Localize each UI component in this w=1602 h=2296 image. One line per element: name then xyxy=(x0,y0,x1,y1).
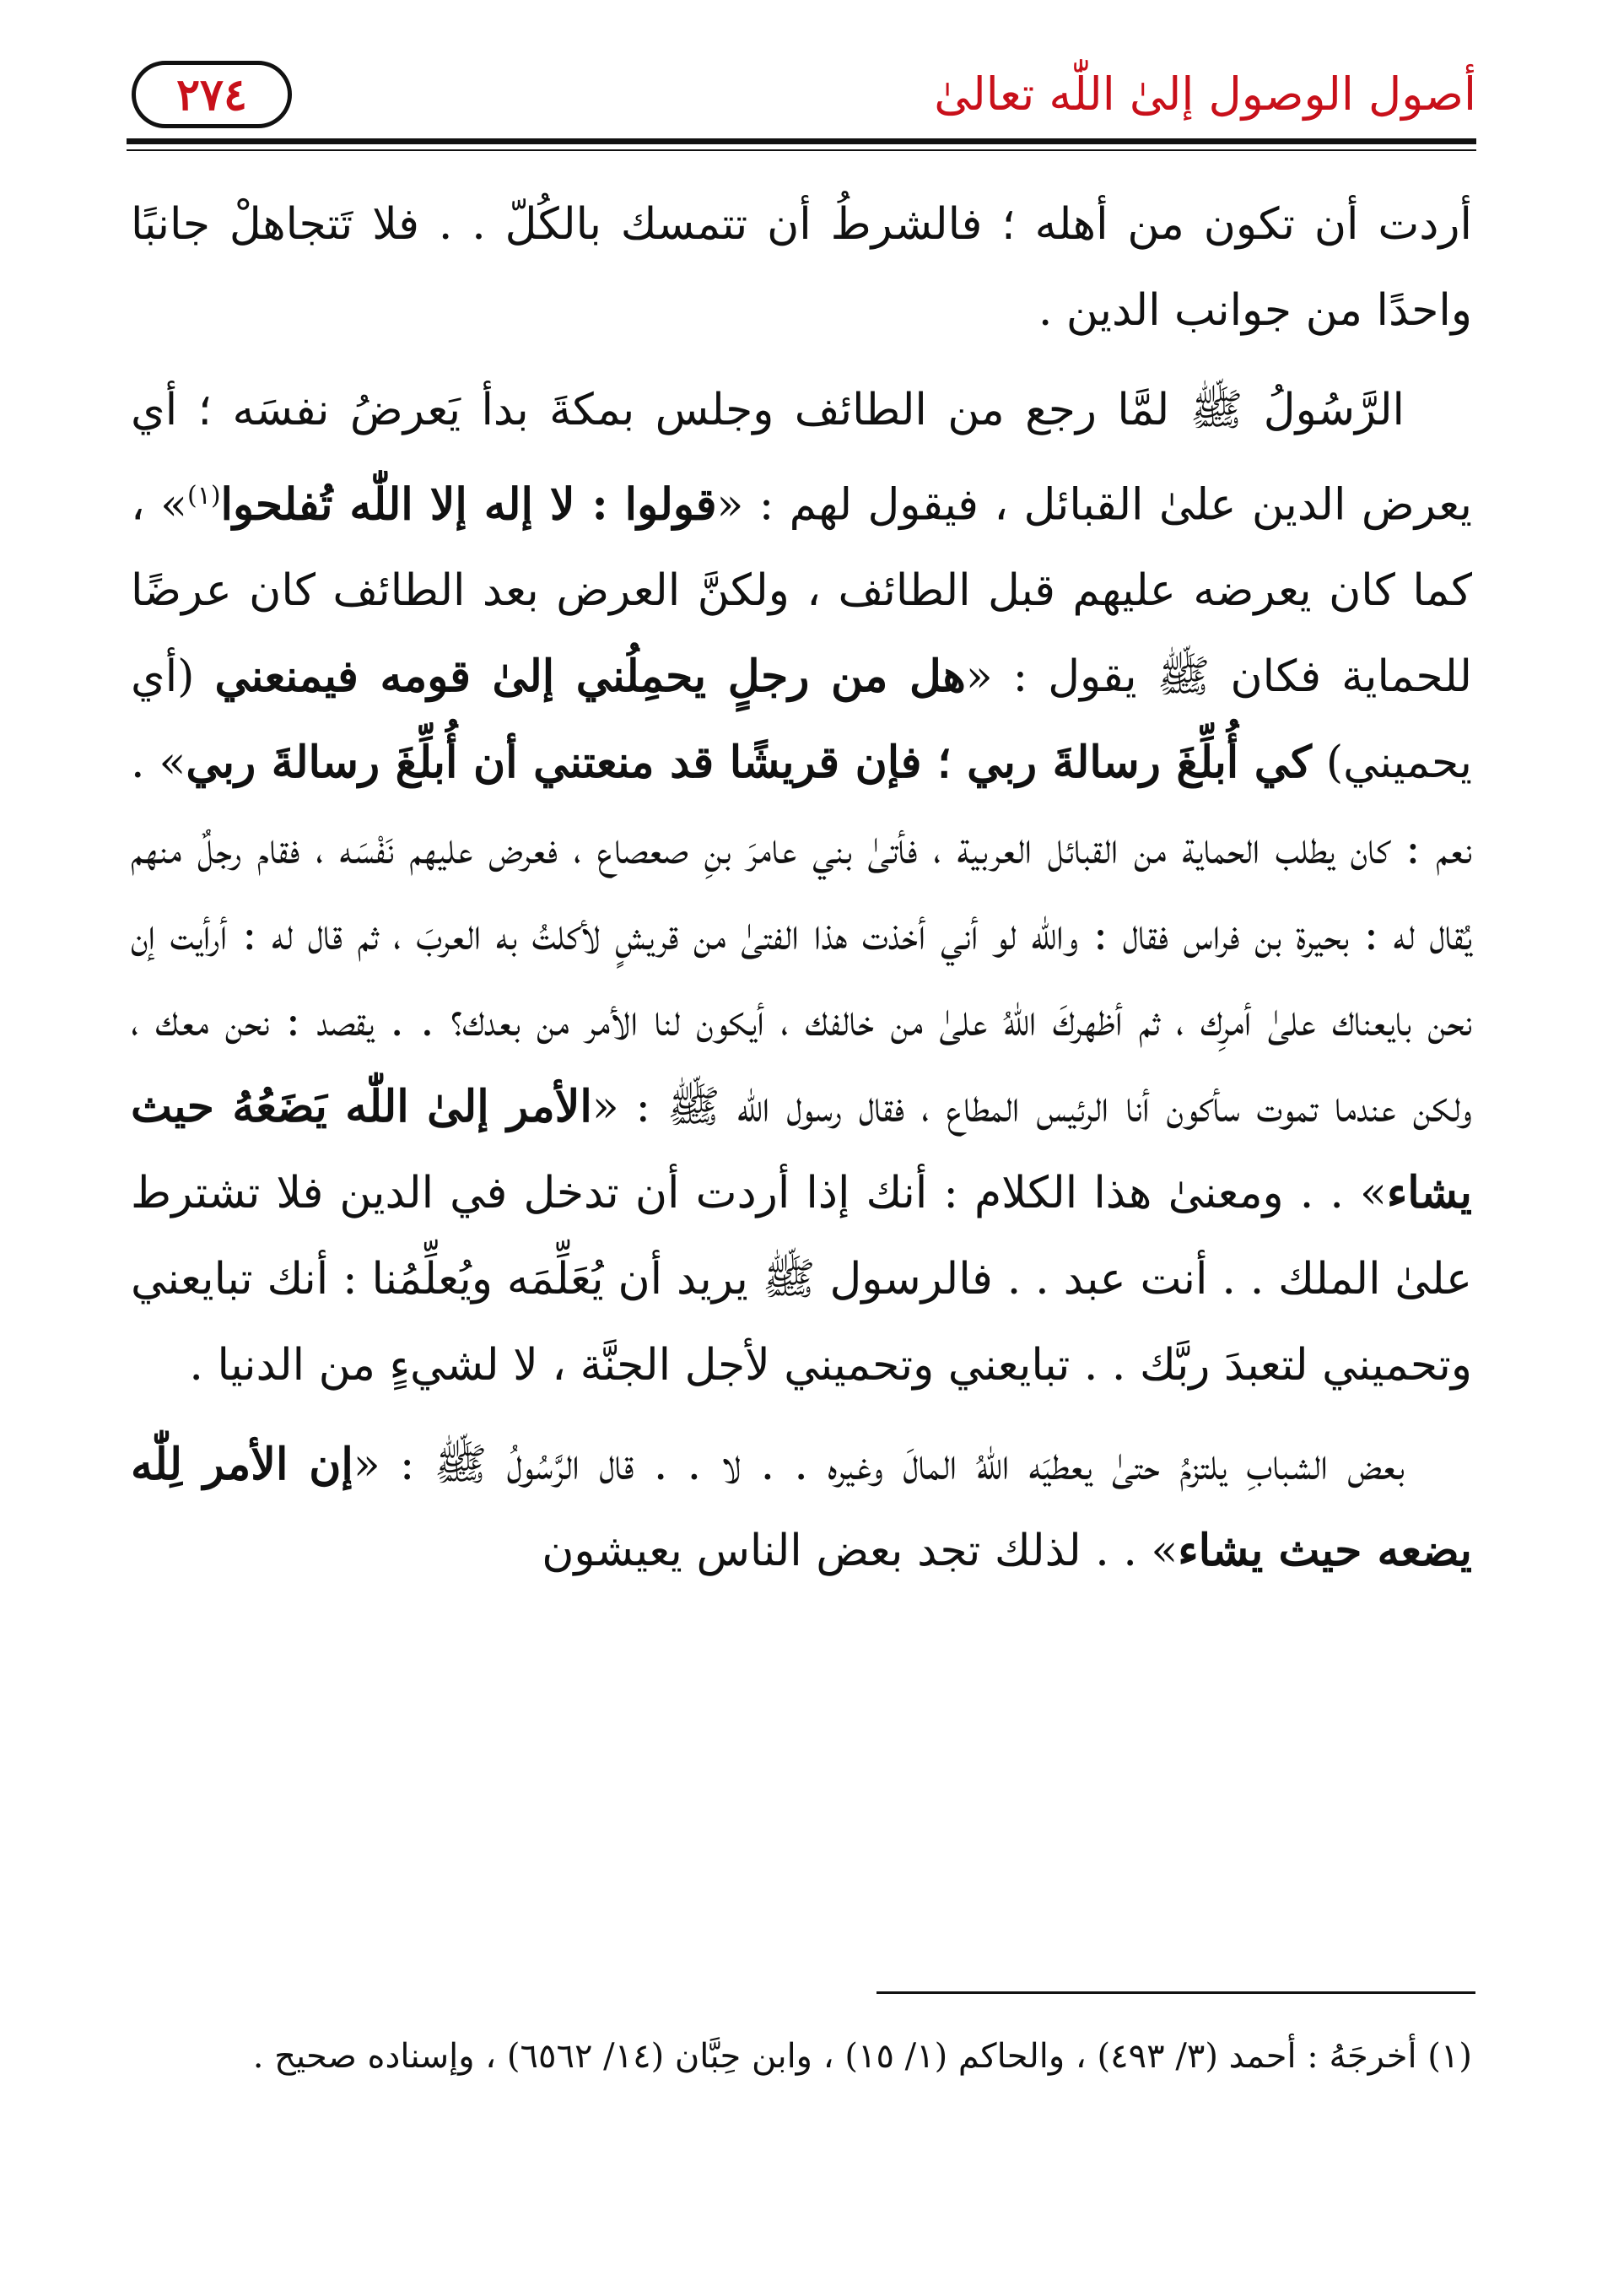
paragraph-1: أردت أن تكون من أهله ؛ فالشرطُ أن تتمسك بالكُلّ . . فلا تَتجاهلْ جانبًا واحدًا من جوانب الدين . xyxy=(131,199,1472,336)
paragraph-2-text-e: (أي يحميني) xyxy=(131,651,1472,789)
footnote-1: (١) أخرجَهُ : أحمد (٣/ ٤٩٣) ، والحاكم (١/ ١٥) ، وابن حِبَّان (١٤/ ٦٥٦٢) ، وإسناده صحيح . xyxy=(252,2037,1472,2076)
paragraph-2-text-a: الرَّسُولُ ﷺ لمَّا رجع من الطائف وجلس بمكةَ بدأ يَعرضُ نفسَه ؛ أي يعرض الدين علىٰ القبائل ، فيقول لهم : « xyxy=(131,385,1472,531)
hadith-quote-3: الأمر إلىٰ اللّٰه يَضَعُهُ حيث يشاء xyxy=(131,1081,1472,1219)
footnotes xyxy=(131,2021,1472,2092)
paragraph-3 xyxy=(131,1422,1472,1594)
hadith-quote-2a: هل من رجلٍ يحمِلُني إلىٰ قومه فيمنعني xyxy=(214,651,966,703)
main-text xyxy=(131,181,1472,1607)
paragraph-2-text-c: » ، كما كان يعرضه عليهم قبل الطائف ، ولكنَّ العرض بعد الطائف كان عرضًا للحماية فكان ﷺ يقول : « xyxy=(131,479,1472,703)
paragraph-3-text-a: بعض الشبابِ يلتزمُ حتىٰ يعطيَه اللّٰهُ المالَ وغيره . . لا . . قال الرَّسُولُ ﷺ : « xyxy=(353,1440,1405,1491)
page-header xyxy=(127,61,1476,138)
paragraph-2 xyxy=(131,367,1472,1408)
footnote-ref-1[interactable]: (١) xyxy=(186,481,221,511)
hadith-quote-1: قولوا : لا إله إلا اللّٰه تُفلحوا xyxy=(220,478,717,531)
header-rule-thick xyxy=(127,138,1476,144)
hadith-quote-4: إن الأمر لِلّٰه يضعه حيث يشاء xyxy=(131,1439,1472,1577)
hadith-quote-2b: كي أُبلِّغَ رسالةَ ربي ؛ فإن قريشًا قد منعتني أن أُبلِّغَ رسالةَ ربي xyxy=(186,737,1312,789)
header-rule-thin xyxy=(127,149,1476,151)
paragraph-2-text-g: » . نعم : كان يطلب الحماية من القبائل العربية ، فأتىٰ بني عامرَ بنِ صعصاع ، فعرض عليهم نَفْسَه ، فقام رجلٌ منهم يُقال له : بحيرة بن فراس فقال : واللّٰه لو أني أخذت هذا الفتىٰ من قريشٍ لأكلتُ به العربَ ، ثم قال له : أرأيت إن نحن بايعناك علىٰ أمرِك ، ثم أظهركَ اللّٰهُ علىٰ من خالفك ، أيكون لنا الأمر من بعدك؟ . . يقصد : نحن معك ، ولكن عندما تموت سأكون أنا الرئيس المطاع ، فقال رسول اللّٰه ﷺ : « xyxy=(131,737,1473,1133)
paragraph-3-text-c: » . . لذلك تجد بعض الناس يعيشون xyxy=(542,1526,1179,1577)
running-head-title: أصول الوصول إلىٰ اللّٰه تعالىٰ xyxy=(934,68,1476,121)
paragraph-2-text-i: » . . ومعنىٰ هذا الكلام : أنك إذا أردت أن تدخل في الدين فلا تشترط علىٰ الملك . . أنت عبد . . فالرسول ﷺ يريد أن يُعَلِّمَه ويُعلِّمُنا : أنك تبايعني وتحميني لتعبدَ ربَّك . . تبايعني وتحميني لأجل الجنَّة ، لا لشيءٍ من الدنيا . xyxy=(131,1168,1472,1391)
footnote-separator xyxy=(877,1991,1475,1994)
page-number: ٢٧٤ xyxy=(132,61,292,128)
